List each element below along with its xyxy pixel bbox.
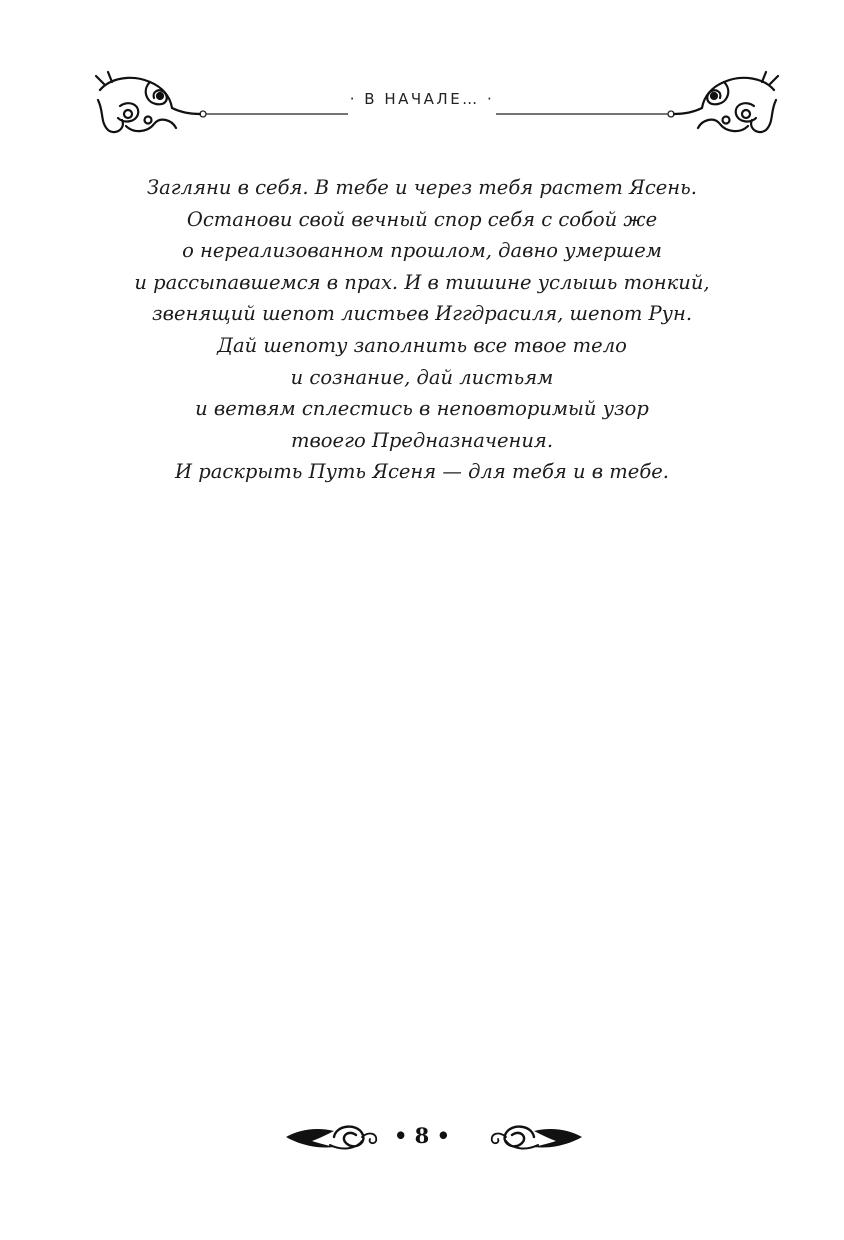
verse-block bbox=[60, 172, 784, 488]
verse-line: Останови свой вечный спор себя с собой же bbox=[186, 207, 658, 231]
verse-line: звенящий шепот листьев Иггдрасиля, шепот Рун. bbox=[151, 302, 693, 326]
page-footer bbox=[0, 1115, 844, 1165]
page-number: • 8 • bbox=[393, 1123, 451, 1148]
verse-line: и сознание, дай листьям bbox=[290, 365, 554, 389]
page-header bbox=[0, 60, 844, 140]
verse-line: и рассыпавшемся в прах. И в тишине услышь тонкий, bbox=[134, 270, 710, 294]
verse-line: И раскрыть Путь Ясеня — для тебя и в тебе. bbox=[175, 460, 669, 484]
verse-line: Дай шепоту заполнить все твое тело bbox=[217, 333, 627, 357]
verse-line: и ветвям сплестись в неповторимый узор bbox=[195, 397, 649, 421]
verse-line: Загляни в себя. В тебе и через тебя растет Ясень. bbox=[147, 176, 697, 199]
running-title: · В НАЧАЛЕ… · bbox=[0, 90, 844, 108]
verse-line: твоего Предназначения. bbox=[290, 428, 554, 452]
verse-line: о нереализованном прошлом, давно умершем bbox=[182, 239, 662, 263]
